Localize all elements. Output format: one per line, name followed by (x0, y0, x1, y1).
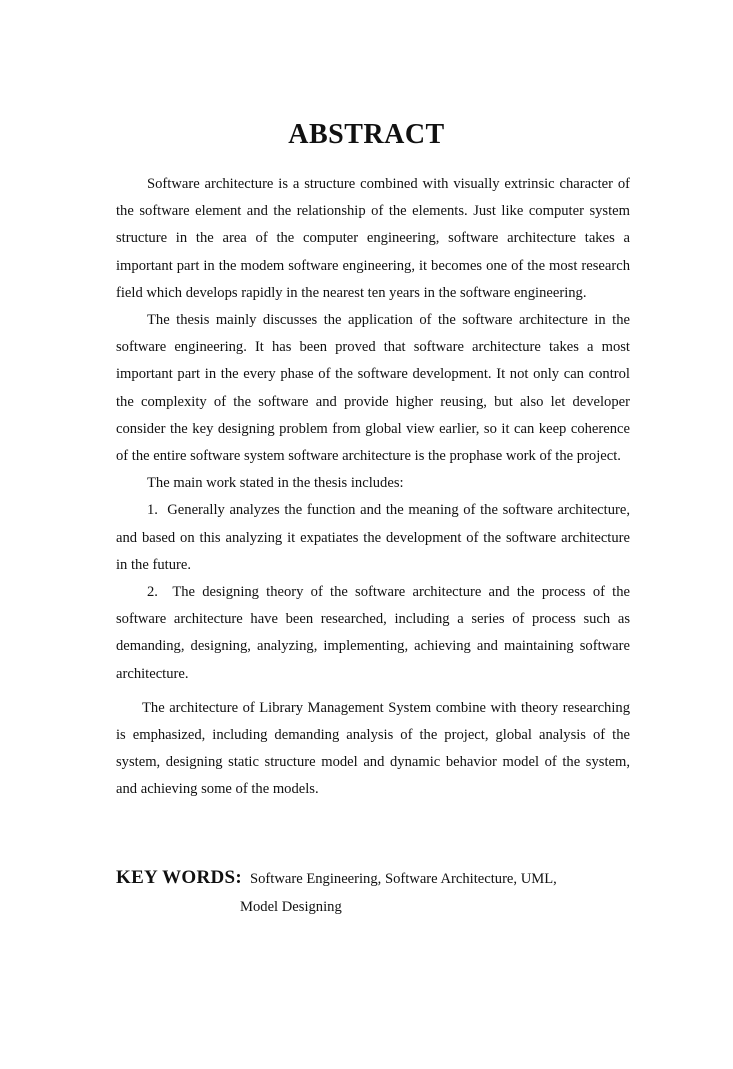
keywords-list-2: Model Designing (240, 899, 342, 915)
abstract-body (116, 171, 630, 804)
paragraph-main-work: The main work stated in the thesis includes: (147, 475, 404, 492)
keywords-line-2 (116, 893, 636, 921)
paragraph-item-2: 2. The designing theory of the software architecture and the process of the software architecture have been researched, including a series of process such as demanding, designing, analyzing, implementing, achieving and maintaining software architecture. (116, 584, 630, 682)
paragraph-intro: Software architecture is a structure combined with visually extrinsic character of the software element and the relationship of the elements. Just like computer system structure in the area of the computer engineering, software architecture takes a important part in the modem software engineering, it becomes one of the most research field which develops rapidly in the nearest ten years in the software engineering. (116, 176, 630, 301)
keywords-line-1 (116, 864, 636, 893)
keywords-section (116, 864, 636, 921)
paragraph-item-1: 1. Generally analyzes the function and the meaning of the software architecture, and based on this analyzing it expatiates the development of the software architecture in the future. (116, 502, 630, 573)
keywords-label: KEY WORDS: (116, 867, 242, 888)
keywords-list-1: Software Engineering, Software Architecture, UML, (250, 871, 557, 887)
paragraph-library-system: The architecture of Library Management System combine with theory researching is emphasized, including demanding analysis of the project, global analysis of the system, designing static structure model and dynamic behavior model of the system, and achieving some of the models. (116, 699, 630, 798)
abstract-title: ABSTRACT (288, 119, 445, 150)
paragraph-thesis-discussion: The thesis mainly discusses the application of the software architecture in the software engineering. It has been proved that software architecture takes a most important part in the every phase of the software development. It not only can control the complexity of the software and provide higher reusing, but also let developer consider the key designing problem from global view earlier, so it can keep coherence of the entire software system software architecture is the prophase work of the project. (116, 312, 630, 465)
